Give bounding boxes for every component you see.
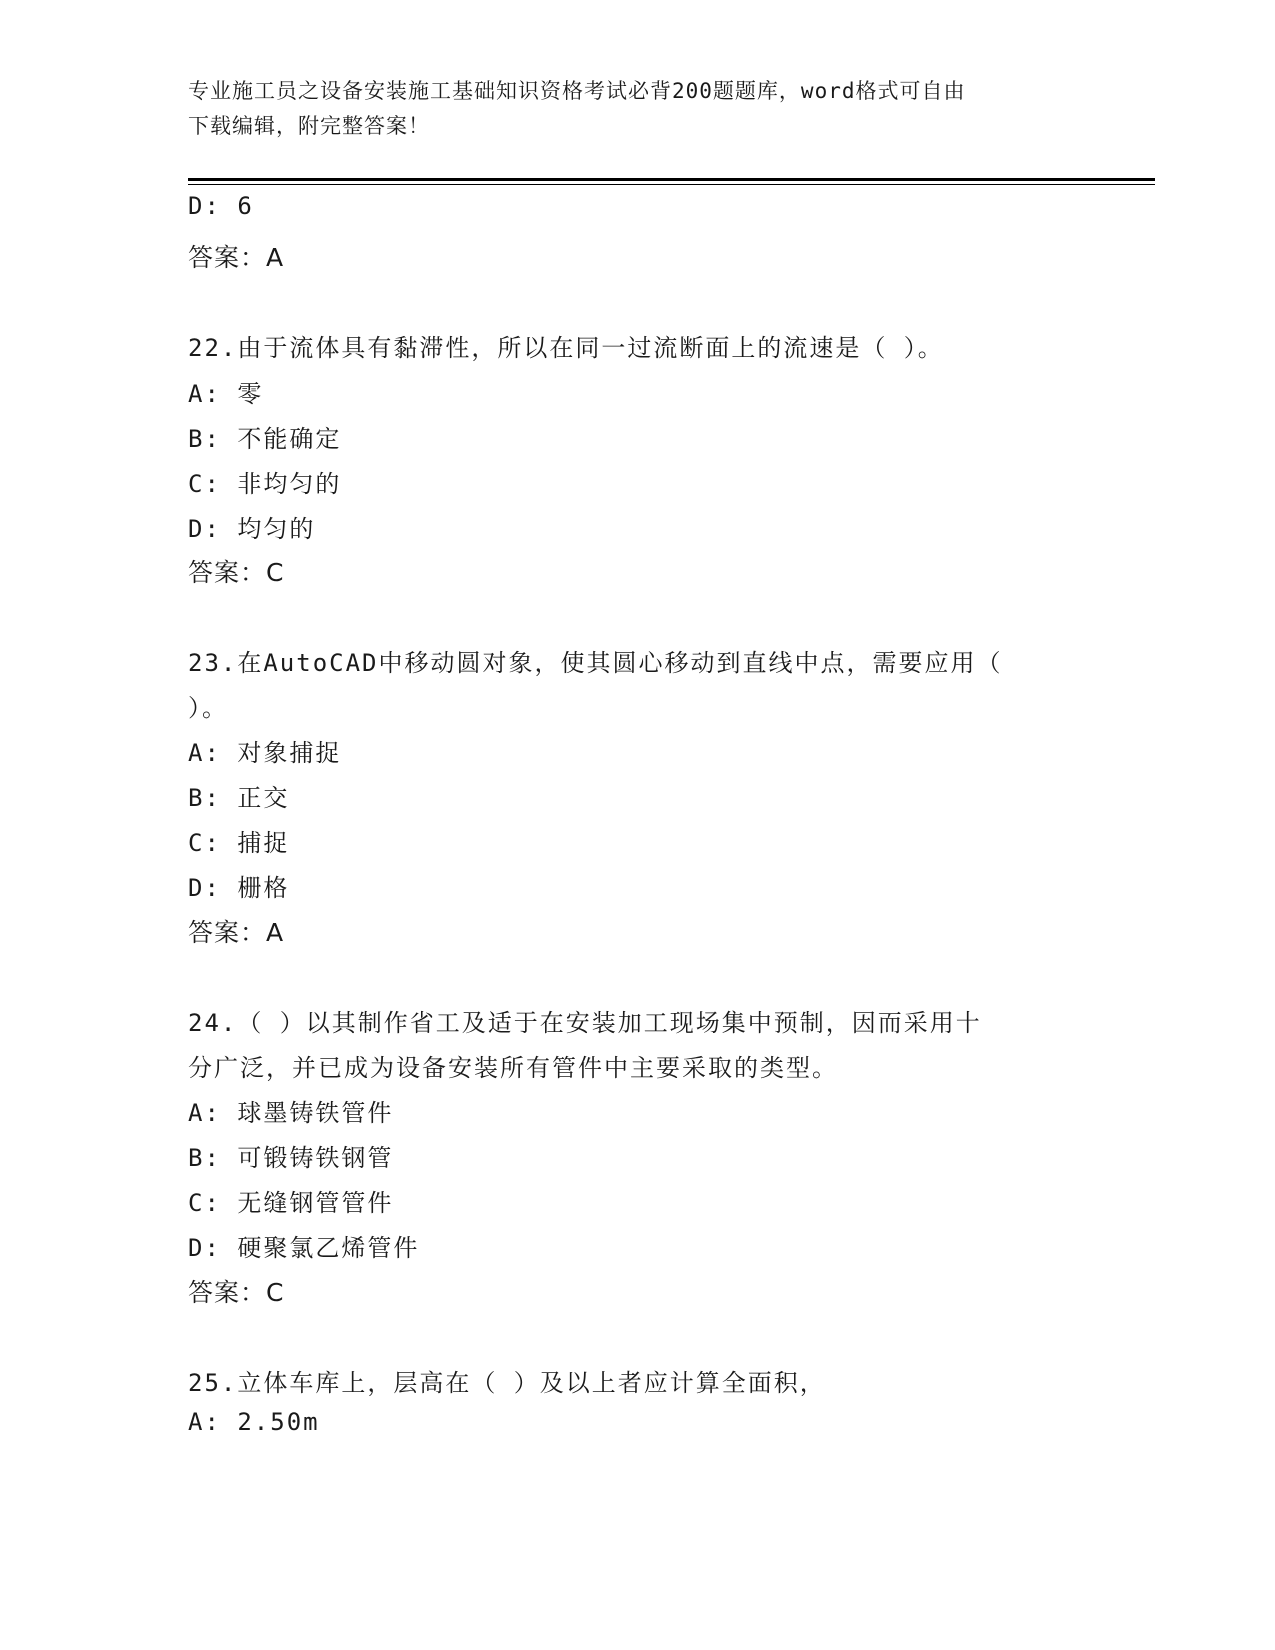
question-22-stem: 22.由于流体具有黏滞性，所以在同一过流断面上的流速是（ ）。 <box>188 334 944 362</box>
header-divider-thin <box>188 184 1155 185</box>
question-24-answer: 答案：C <box>188 1278 285 1307</box>
question-23-option-b: B: 正交 <box>188 784 290 812</box>
answer-line: 答案：A <box>188 243 285 272</box>
question-22-option-b: B: 不能确定 <box>188 425 342 453</box>
question-25-option-a: A: 2.50m <box>188 1408 320 1436</box>
question-22-answer: 答案：C <box>188 558 285 587</box>
header-title-line-1: 专业施工员之设备安装施工基础知识资格考试必背200题题库，word格式可自由 <box>188 79 966 103</box>
question-24-option-a: A: 球墨铸铁管件 <box>188 1099 394 1127</box>
question-22-option-c: C: 非均匀的 <box>188 470 342 498</box>
question-24-stem-line-2: 分广泛，并已成为设备安装所有管件中主要采取的类型。 <box>188 1054 838 1082</box>
question-22-option-d: D: 均匀的 <box>188 515 316 543</box>
question-23-stem-line-1: 23.在AutoCAD中移动圆对象，使其圆心移动到直线中点，需要应用（ <box>188 649 1003 677</box>
question-24-option-b: B: 可锻铸铁钢管 <box>188 1144 394 1172</box>
question-23-option-c: C: 捕捉 <box>188 829 290 857</box>
question-24-stem-line-1: 24.（ ）以其制作省工及适于在安装加工现场集中预制，因而采用十 <box>188 1009 982 1037</box>
question-24-option-d: D: 硬聚氯乙烯管件 <box>188 1234 420 1262</box>
option-d: D: 6 <box>188 192 254 220</box>
question-23-stem-line-2: ）。 <box>188 694 228 722</box>
question-23-answer: 答案：A <box>188 918 285 947</box>
question-22-option-a: A: 零 <box>188 380 264 408</box>
header-title-line-2: 下载编辑，附完整答案！ <box>188 114 430 138</box>
question-23-option-d: D: 栅格 <box>188 874 290 902</box>
document-header <box>188 74 1068 144</box>
question-23-option-a: A: 对象捕捉 <box>188 739 342 767</box>
question-24-option-c: C: 无缝钢管管件 <box>188 1189 394 1217</box>
question-25-stem: 25.立体车库上，层高在（ ）及以上者应计算全面积， <box>188 1369 826 1397</box>
header-divider-thick <box>188 178 1155 181</box>
